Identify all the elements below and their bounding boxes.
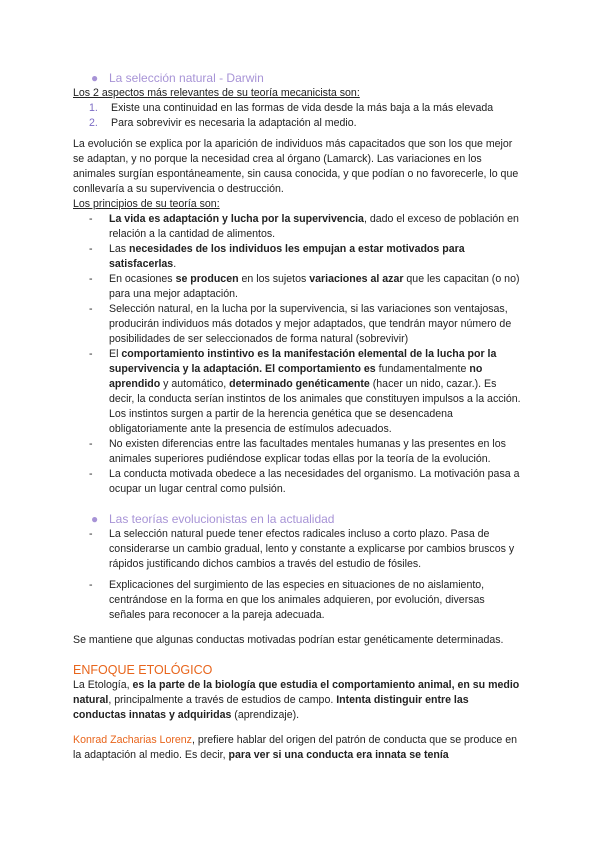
current-theories-list-2 — [73, 578, 523, 623]
lorenz-paragraph: Konrad Zacharias Lorenz, prefiere hablar del origen del patrón de conducta que se produce en la adaptación al medio. Es decir, para ver si una conducta era innata se tenía — [73, 734, 518, 761]
ethology-paragraph: La Etología, es la parte de la biología que estudia el comportamiento animal, en su medio natural, principalmente a través de estudios de campo. Intenta distinguir entre las conductas innatas y adquiridas (aprendizaje). — [73, 679, 520, 721]
list-item: - La vida es adaptación y lucha por la supervivencia, dado el exceso de población en relación a la cantidad de alimentos. — [89, 213, 519, 240]
aspects-title: Los 2 aspectos más relevantes de su teoría mecanicista son: — [73, 87, 360, 99]
evolution-paragraph: La evolución se explica por la aparición de individuos más capacitados que son los que mejor se adaptan, y no porque la necesidad crea al órgano (Lamarck). Las variaciones en los animales surgían espontáneamente, sin causa conocida, y que podían o no favorecerle, lo que conllevaría a su supervivencia o destrucción. — [73, 138, 519, 195]
list-item: - Explicaciones del surgimiento de las especies en situaciones de no aislamiento, centrándose en la forma en que los animales adquieren, por evolución, diversas señales para reconocer a la pareja adecuada. — [89, 579, 485, 621]
list-item: - En ocasiones se producen en los sujetos variaciones al azar que les capacitan (o no) para una mejor adaptación. — [89, 273, 520, 300]
principles-title: Los principios de su teoría son: — [73, 198, 220, 210]
list-item: - El comportamiento instintivo es la manifestación elemental de la lucha por la supervivencia y la adaptación. El comportamiento es fundamentalmente no aprendido y automático, determinado genéticamente (hacer un nido, cazar.). Es decir, la conducta serían instintos de los animales que constituyen impulsos a la acción. Los instintos surgen a partir de la herencia genética que se desencadena obligatoriamente ante la presencia de estímulos adecuados. — [89, 348, 521, 435]
principles-list — [73, 212, 523, 497]
section-heading-ethological: ENFOQUE ETOLÓGICO — [73, 663, 213, 677]
section-heading-current-theories: ● Las teorías evolucionistas en la actualidad — [91, 512, 335, 526]
closing-paragraph: Se mantiene que algunas conductas motivadas podrían estar genéticamente determinadas. — [73, 634, 504, 646]
list-item: - Las necesidades de los individuos les empujan a estar motivados para satisfacerlas. — [89, 243, 465, 270]
list-item: 1. Existe una continuidad en las formas de vida desde la más baja a la más elevada — [89, 102, 494, 114]
list-item: - Selección natural, en la lucha por la supervivencia, si las variaciones son ventajosas, producirán individuos más dotados y mejor adaptados, que tendrán mayor número de posibilidades de ser seleccionados de forma natural (sobrevivir) — [89, 303, 512, 345]
list-item: - No existen diferencias entre las facultades mentales humanas y las presentes en los animales superiores pudiéndose explicar todas ellas por la teoría de la evolución. — [89, 438, 506, 465]
bullet-icon: ● — [91, 71, 99, 85]
aspects-list — [73, 101, 523, 131]
document-page — [73, 70, 523, 763]
bullet-icon: ● — [91, 512, 99, 526]
list-item: - La selección natural puede tener efectos radicales incluso a corto plazo. Pasa de considerarse un cambio gradual, lento y constante a explicarse por cambios bruscos y rápidos justificando dichos cambios a través del estudio de fósiles. — [89, 528, 515, 570]
current-theories-list — [73, 527, 523, 572]
list-item: - La conducta motivada obedece a las necesidades del organismo. La motivación pasa a ocupar un lugar central como pulsión. — [89, 468, 520, 495]
section-heading-darwin: ● La selección natural - Darwin — [91, 71, 264, 85]
lorenz-name: Konrad Zacharias Lorenz — [73, 734, 192, 746]
list-item: 2. Para sobrevivir es necesaria la adaptación al medio. — [89, 117, 357, 129]
